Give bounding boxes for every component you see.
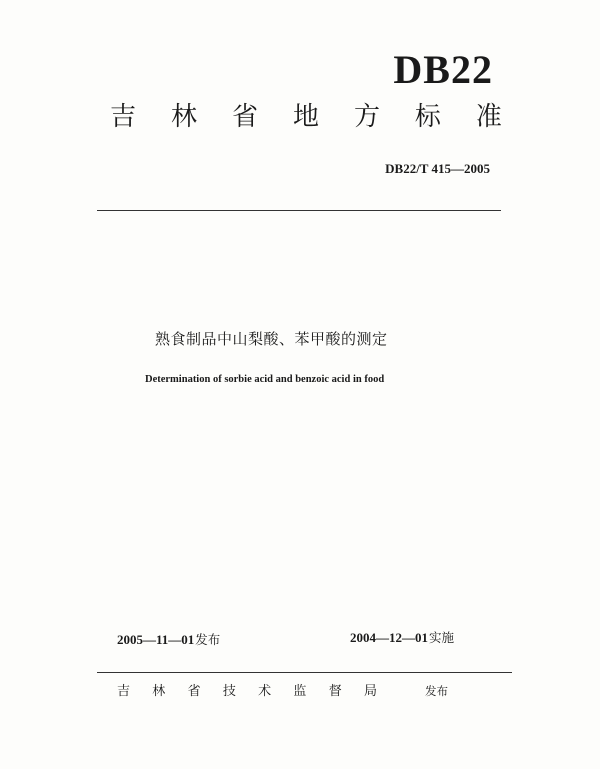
publish-date-value: 2005—11—01 xyxy=(117,632,195,647)
issuer-char: 省 xyxy=(187,684,201,699)
issuing-authority xyxy=(117,685,377,698)
implement-label: 实施 xyxy=(429,630,455,645)
document-title-chinese: 熟食制品中山梨酸、苯甲酸的测定 xyxy=(155,330,388,348)
standard-category-title xyxy=(110,104,502,130)
standard-number: DB22/T 415—2005 xyxy=(385,161,490,176)
issuer-char: 监 xyxy=(293,684,307,699)
document-title-english: Determination of sorbie acid and benzoic acid in food xyxy=(145,374,385,385)
issuer-char: 林 xyxy=(152,684,166,699)
top-divider xyxy=(97,210,501,211)
title-char: 吉 xyxy=(110,102,137,132)
issuer-char: 局 xyxy=(363,684,377,699)
issuer-char: 督 xyxy=(328,684,342,699)
bottom-divider xyxy=(97,672,512,673)
title-char: 方 xyxy=(353,102,380,132)
issuer-char: 吉 xyxy=(117,684,131,699)
issuer-char: 术 xyxy=(258,684,272,699)
title-char: 准 xyxy=(475,102,502,132)
issuer-publish-label: 发布 xyxy=(425,684,448,698)
publish-date xyxy=(117,633,220,647)
implement-date xyxy=(350,631,454,645)
implement-date-value: 2004—12—01 xyxy=(350,630,428,645)
title-char: 省 xyxy=(231,102,258,132)
standard-code: DB22 xyxy=(393,47,493,92)
issuer-char: 技 xyxy=(222,684,236,699)
title-char: 标 xyxy=(414,102,441,132)
title-char: 地 xyxy=(292,102,319,132)
publish-label: 发布 xyxy=(195,632,221,647)
title-char: 林 xyxy=(170,102,197,132)
